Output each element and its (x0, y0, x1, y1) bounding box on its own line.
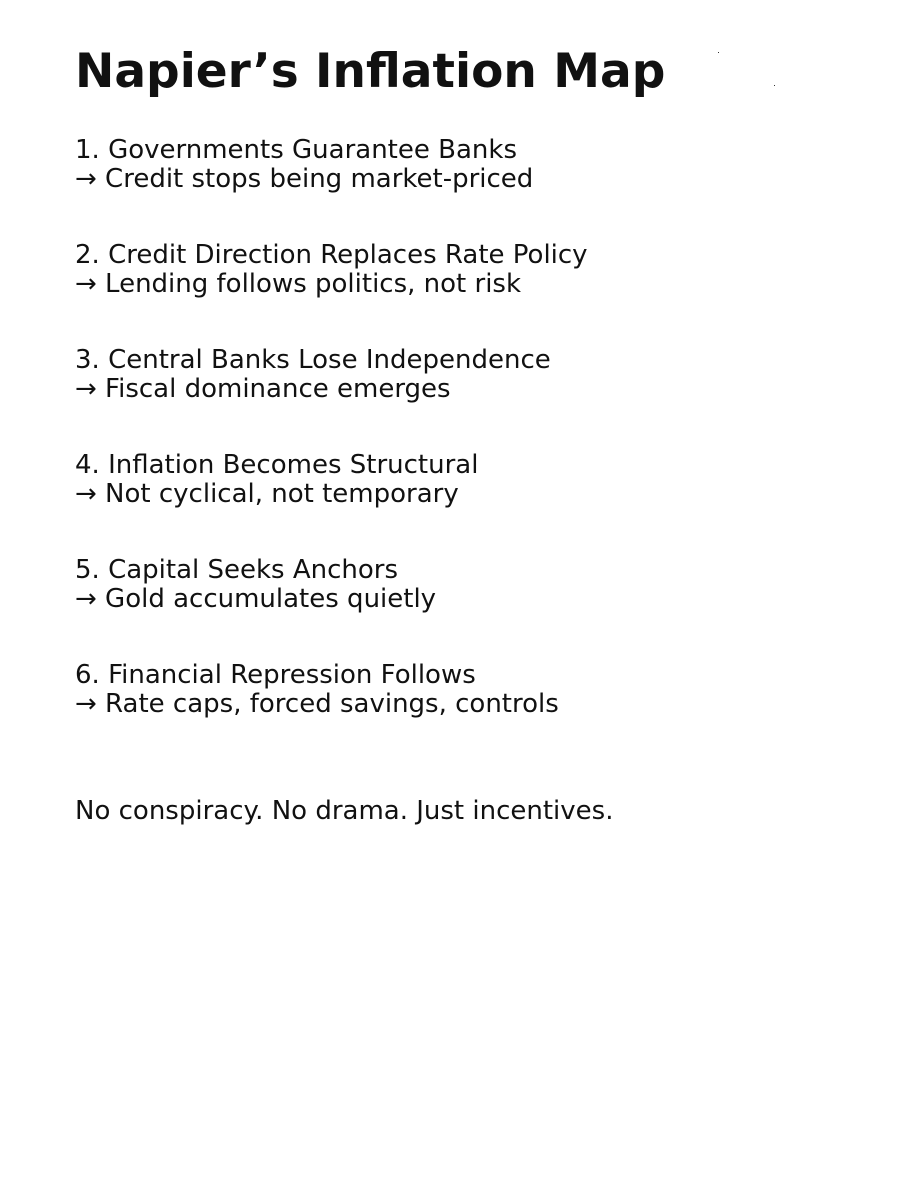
list-item (75, 346, 588, 451)
step-heading: 1. Governments Guarantee Banks (75, 135, 517, 165)
step-result: → Rate caps, forced savings, controls (75, 689, 559, 719)
step-heading: 5. Capital Seeks Anchors (75, 555, 399, 585)
list-item (75, 241, 588, 346)
inflation-steps-list (75, 136, 588, 766)
list-item (75, 661, 588, 766)
scan-speck (774, 85, 775, 86)
step-result: → Gold accumulates quietly (75, 584, 437, 614)
step-heading: 2. Credit Direction Replaces Rate Policy (75, 240, 588, 270)
list-item (75, 451, 588, 556)
list-item (75, 556, 588, 661)
step-heading: 4. Inflation Becomes Structural (75, 450, 479, 480)
step-result: → Credit stops being market-priced (75, 164, 534, 194)
page-title: Napier’s Inflation Map (75, 44, 666, 99)
step-result: → Fiscal dominance emerges (75, 374, 451, 404)
step-result: → Lending follows politics, not risk (75, 269, 522, 299)
scan-speck (718, 52, 719, 53)
step-heading: 3. Central Banks Lose Independence (75, 345, 551, 375)
list-item (75, 136, 588, 241)
step-heading: 6. Financial Repression Follows (75, 660, 476, 690)
step-result: → Not cyclical, not temporary (75, 479, 459, 509)
closing-statement: No conspiracy. No drama. Just incentives. (75, 796, 614, 826)
